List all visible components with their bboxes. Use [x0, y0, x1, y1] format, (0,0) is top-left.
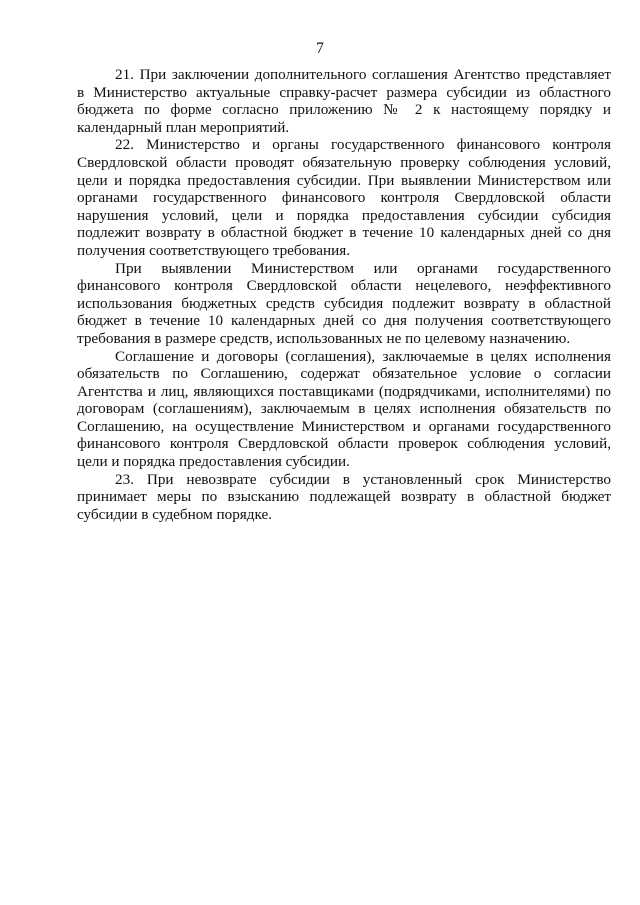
paragraph-22: 22. Министерство и органы государственного финансового контроля Свердловской области проводят обязательную проверку соблюдения условий, цели и порядка предоставления субсидии. При выявлении Министерством или органами государственного финансового контроля Свердловской области нарушения условий, цели и порядка предоставления субсидии субсидия подлежит возврату в областной бюджет в течение 10 календарных дней со дня получения соответствующего требования.	[77, 136, 611, 259]
paragraph-21: 21. При заключении дополнительного соглашения Агентство представляет в Министерство актуальные справку-расчет размера субсидии из областного бюджета по форме согласно приложению № 2 к настоящему порядку и календарный план мероприятий.	[77, 66, 611, 136]
page-number: 7	[316, 40, 324, 57]
paragraph-23: 23. При невозврате субсидии в установленный срок Министерство принимает меры по взысканию подлежащей возврату в областной бюджет субсидии в судебном порядке.	[77, 470, 611, 523]
document-body	[77, 66, 611, 523]
paragraph-22-misuse: При выявлении Министерством или органами государственного финансового контроля Свердловской области нецелевого, неэффективного использования бюджетных средств субсидия подлежит возврату в областной бюджет в течение 10 календарных дней со дня получения соответствующего требования в размере средств, использованных не по целевому назначению.	[77, 259, 611, 347]
paragraph-22-agreement: Соглашение и договоры (соглашения), заключаемые в целях исполнения обязательств по Соглашению, содержат обязательное условие о согласии Агентства и лиц, являющихся поставщиками (подрядчиками, исполнителями) по договорам (соглашениям), заключаемым в целях исполнения обязательств по Соглашению, на осуществление Министерством и органами государственного финансового контроля Свердловской области проверок соблюдения условий, цели и порядка предоставления субсидии.	[77, 347, 611, 471]
